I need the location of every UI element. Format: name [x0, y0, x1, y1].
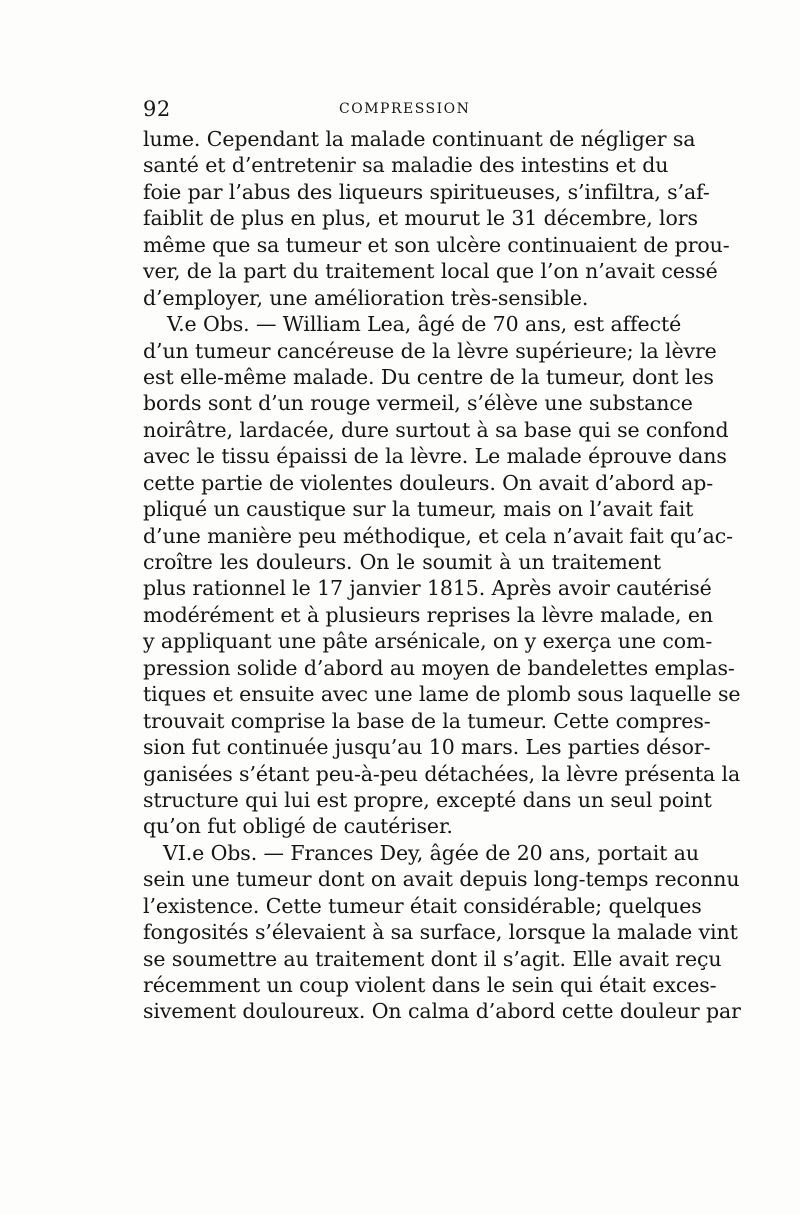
text-line: y appliquant une pâte arsénicale, on y exerça une com- [143, 629, 713, 654]
text-line: tiques et ensuite avec une lame de plomb sous laquelle se [143, 682, 741, 707]
running-head [143, 96, 661, 122]
text-line: pliqué un caustique sur la tumeur, mais on l’avait fait [143, 497, 694, 522]
text-line: faiblit de plus en plus, et mourut le 31 décembre, lors [143, 206, 698, 231]
running-title: COMPRESSION [339, 101, 471, 117]
text-line: d’employer, une amélioration très-sensible. [143, 285, 589, 310]
text-line: plus rationnel le 17 janvier 1815. Après avoir cautérisé [143, 576, 712, 601]
text-line: structure qui lui est propre, excepté dans un seul point [143, 787, 712, 812]
page-number: 92 [143, 97, 171, 121]
text-line: fongosités s’élevaient à sa surface, lorsque la malade vint [143, 920, 738, 945]
text-line: sein une tumeur dont on avait depuis long-temps reconnu [143, 867, 740, 892]
observation-heading-line: V.e Obs. — William Lea, âgé de 70 ans, est affecté [167, 312, 682, 337]
text-line: trouvait comprise la base de la tumeur. Cette compres- [143, 708, 711, 733]
text-line: lume. Cependant la malade continuant de négliger sa [143, 127, 696, 151]
text-line: qu’on fut obligé de cautériser. [143, 814, 453, 839]
text-line: ganisées s’étant peu-à-peu détachées, la lèvre présenta la [143, 761, 741, 786]
text-line: récemment un coup violent dans le sein qui était exces- [143, 973, 717, 997]
text-line: pression solide d’abord au moyen de bandelettes emplas- [143, 655, 735, 680]
text-line: noirâtre, lardacée, dure surtout à sa base qui se confond [143, 417, 729, 442]
text-line: foie par l’abus des liqueurs spiritueuses, s’infiltra, s’af- [143, 179, 710, 204]
text-line: santé et d’entretenir sa maladie des intestins et du [143, 153, 669, 178]
text-line: d’un tumeur cancéreuse de la lèvre supérieure; la lèvre [143, 338, 717, 363]
body-text [143, 126, 741, 1025]
text-line: modérément et à plusieurs reprises la lèvre malade, en [143, 602, 714, 627]
text-line: est elle-même malade. Du centre de la tumeur, dont les [143, 364, 714, 389]
text-line: sion fut continuée jusqu’au 10 mars. Les parties désor- [143, 735, 711, 760]
text-line: d’une manière peu méthodique, et cela n’avait fait qu’ac- [143, 523, 733, 548]
text-line: avec le tissu épaissi de la lèvre. Le malade éprouve dans [143, 444, 727, 469]
text-line: ver, de la part du traitement local que l’on n’avait cessé [143, 259, 718, 284]
text-line: se soumettre au traitement dont il s’agit. Elle avait reçu [143, 946, 722, 971]
observation-heading-line: VI.e Obs. — Frances Dey, âgée de 20 ans, portait au [163, 840, 699, 865]
text-line: sivement douloureux. On calma d’abord cette douleur par [143, 999, 741, 1024]
text-line: cette partie de violentes douleurs. On avait d’abord ap- [143, 470, 714, 495]
text-line: croître les douleurs. On le soumit à un traitement [143, 550, 661, 574]
text-line: bords sont d’un rouge vermeil, s’élève une substance [143, 391, 693, 416]
text-line: même que sa tumeur et son ulcère continuaient de prou- [143, 232, 730, 257]
text-line: l’existence. Cette tumeur était considérable; quelques [143, 893, 702, 918]
